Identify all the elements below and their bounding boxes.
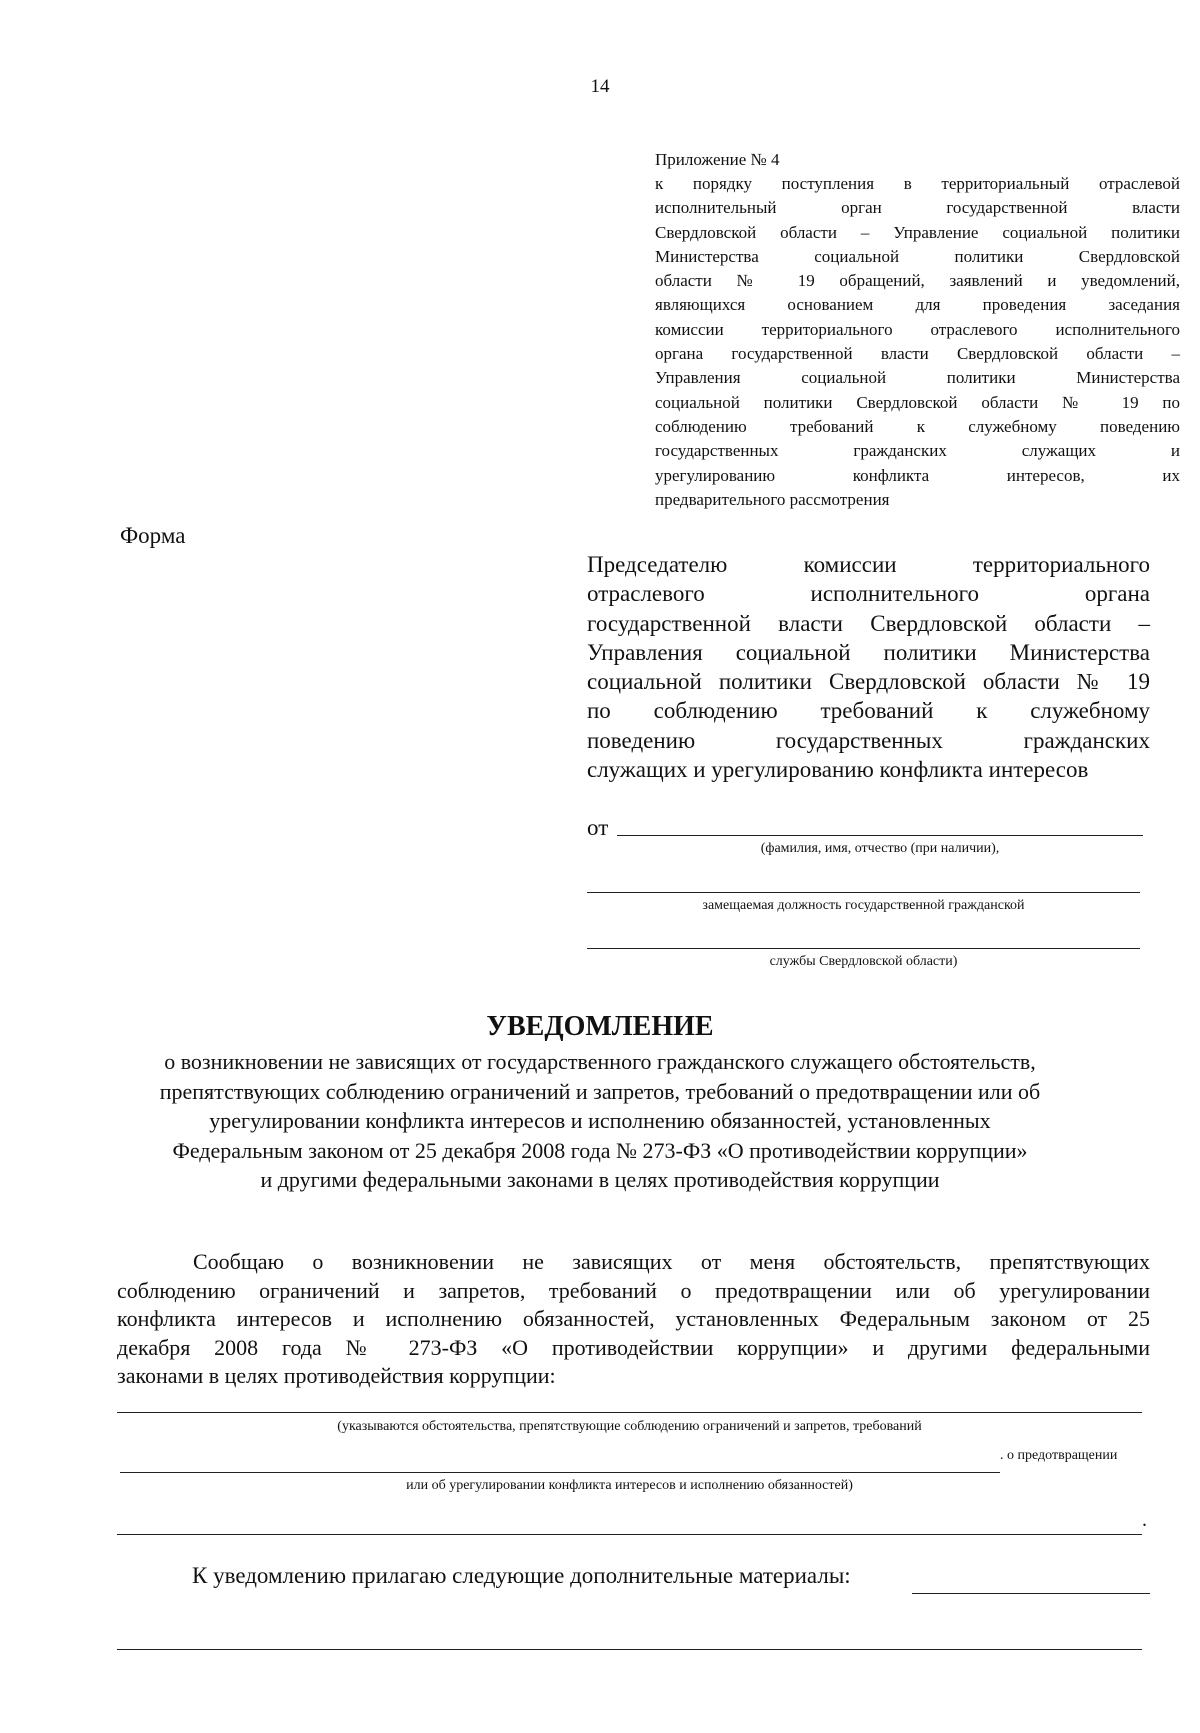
appendix-line: предварительного рассмотрения bbox=[655, 489, 890, 509]
attachments-label: К уведомлению прилагаю следующие дополнительные материалы: bbox=[192, 1563, 851, 1588]
appendix-line: к порядку поступления в территориальный отраслевой bbox=[655, 174, 1180, 193]
addressee-line: отраслевого исполнительного органа bbox=[587, 581, 1150, 607]
addressee-line: Управления социальной политики Министерства bbox=[587, 639, 1150, 665]
name-caption: (фамилия, имя, отчество (при наличии), bbox=[760, 841, 1000, 856]
form-label: Форма bbox=[120, 523, 186, 548]
addressee-block bbox=[587, 550, 1150, 784]
circumstances-fill-line-3[interactable] bbox=[117, 1509, 1142, 1535]
body-line: Сообщаю о возникновении не зависящих от меня обстоятельств, препятствующих bbox=[193, 1249, 1150, 1274]
circumstances-fill-line-2[interactable] bbox=[120, 1450, 1000, 1473]
appendix-line: социальной политики Свердловской области № 19 по bbox=[655, 392, 1180, 412]
appendix-line: являющихся основанием для проведения заседания bbox=[655, 295, 1180, 315]
subtitle-line: и другими федеральными законами в целях противодействия коррупции bbox=[260, 1167, 940, 1192]
appendix-line: соблюдению требований к служебному поведению bbox=[655, 416, 1180, 436]
addressee-line: по соблюдению требований к служебному bbox=[587, 698, 1150, 724]
appendix-line: органа государственной власти Свердловской области – bbox=[655, 344, 1180, 364]
circumstances-fill-line-1[interactable] bbox=[117, 1392, 1142, 1413]
position-fill-line[interactable] bbox=[587, 867, 1140, 893]
body-paragraph bbox=[117, 1248, 1150, 1391]
from-label: от bbox=[587, 815, 609, 840]
document-title: УВЕДОМЛЕНИЕ bbox=[486, 1011, 714, 1042]
addressee-line: поведению государственных гражданских bbox=[587, 727, 1150, 753]
service-fill-line[interactable] bbox=[587, 923, 1140, 949]
subtitle-line: о возникновении не зависящих от государственного гражданского служащего обстоятельств, bbox=[164, 1049, 1036, 1074]
body-line: декабря 2008 года № 273-ФЗ «О противодействии коррупции» и другими федеральными bbox=[117, 1334, 1150, 1360]
appendix-line: Управления социальной политики Министерства bbox=[655, 368, 1180, 388]
appendix-line: урегулированию конфликта интересов, их bbox=[655, 465, 1180, 485]
subtitle-line: урегулировании конфликта интересов и исполнению обязанностей, установленных bbox=[209, 1108, 991, 1133]
appendix-line: области № 19 обращений, заявлений и уведомлений, bbox=[655, 271, 1180, 291]
addressee-line: социальной политики Свердловской области № 19 bbox=[587, 669, 1150, 695]
document-subtitle bbox=[100, 1047, 1100, 1195]
circumstances-caption-2: или об урегулировании конфликта интересов и исполнению обязанностей) bbox=[406, 1478, 853, 1493]
fill-end-period: . bbox=[1142, 1509, 1147, 1531]
appendix-text bbox=[655, 172, 1180, 512]
subtitle-line: Федеральным законом от 25 декабря 2008 года № 273-ФЗ «О противодействии коррупции» bbox=[172, 1137, 1028, 1163]
attachments-fill-line[interactable] bbox=[912, 1568, 1150, 1594]
appendix-line: исполнительный орган государственной власти bbox=[655, 198, 1180, 218]
appendix-line: Министерства социальной политики Свердловской bbox=[655, 246, 1180, 266]
body-line: законами в целях противодействия коррупции: bbox=[117, 1363, 556, 1388]
appendix-line: государственных гражданских служащих и bbox=[655, 441, 1180, 461]
name-fill-line[interactable] bbox=[617, 808, 1143, 836]
appendix-title: Приложение № 4 bbox=[655, 150, 780, 169]
prevention-suffix: . о предотвращении bbox=[1000, 1448, 1118, 1463]
addressee-line: Председателю комиссии территориального bbox=[587, 552, 1150, 577]
position-caption: замещаемая должность государственной гражданской bbox=[702, 898, 1025, 913]
subtitle-line: препятствующих соблюдению ограничений и запретов, требований о предотвращении или об bbox=[159, 1078, 1041, 1104]
addressee-line: служащих и урегулированию конфликта интересов bbox=[587, 757, 1089, 783]
attachments-fill-line-2[interactable] bbox=[117, 1624, 1142, 1650]
page-number: 14 bbox=[590, 76, 610, 97]
service-caption: службы Свердловской области) bbox=[769, 954, 958, 969]
circumstances-caption-1: (указываются обстоятельства, препятствующие соблюдению ограничений и запретов, требований bbox=[337, 1419, 922, 1434]
body-line: соблюдению ограничений и запретов, требований о предотвращении или об урегулировании bbox=[117, 1277, 1150, 1303]
appendix-line: Свердловской области – Управление социальной политики bbox=[655, 222, 1180, 242]
body-line: конфликта интересов и исполнению обязанностей, установленных Федеральным законом от 25 bbox=[117, 1306, 1150, 1331]
appendix-line: комиссии территориального отраслевого исполнительного bbox=[655, 319, 1180, 339]
addressee-line: государственной власти Свердловской области – bbox=[587, 610, 1150, 636]
